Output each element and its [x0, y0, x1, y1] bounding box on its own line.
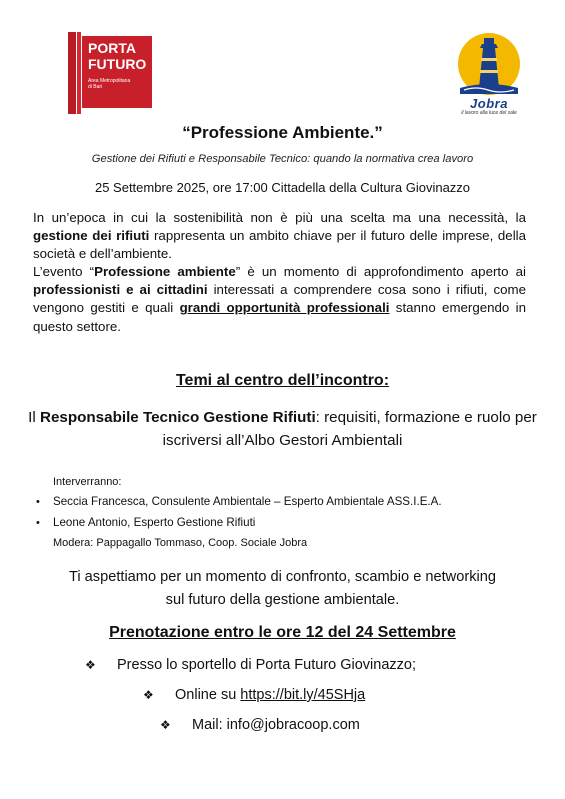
booking-office-text: Presso lo sportello di Porta Futuro Giovinazzo;	[117, 657, 416, 673]
speaker-item	[36, 495, 442, 508]
topic-description	[0, 406, 565, 452]
closing-text: Ti aspettiamo per un momento di confronto, scambio e networking sul futuro della gestione ambientale.	[69, 569, 496, 608]
intro-text	[33, 209, 526, 336]
porta-futuro-logo-line2: FUTURO	[88, 56, 147, 72]
intro-p2-c: ” è un momento di approfondimento aperto ai	[235, 264, 526, 280]
bullet-icon: •	[36, 496, 40, 508]
topic-rest: : requisiti, formazione e ruolo per iscriversi all’Albo Gestori Ambientali	[162, 409, 537, 449]
intro-p2-bold-opportunities: grandi opportunità professionali	[179, 300, 390, 316]
speaker-item	[36, 516, 255, 529]
moderator: Modera: Pappagallo Tommaso, Coop. Sociale Jobra	[53, 537, 308, 549]
booking-heading: Prenotazione entro le ore 12 del 24 Settembre	[109, 624, 456, 641]
intro-p2-a: L’evento “	[33, 264, 95, 280]
jobra-logo-name: Jobra	[470, 96, 508, 111]
intro-p2-bold-audience: professionisti e ai cittadini	[33, 282, 208, 298]
event-date-location: 25 Settembre 2025, ore 17:00 Cittadella della Cultura Giovinazzo	[94, 180, 471, 195]
event-title: “Professione Ambiente.”	[182, 123, 383, 142]
intro-p1-c: rappresenta un ambito chiave per il futuro delle imprese, della società e dell’ambiente.	[33, 228, 526, 262]
diamond-bullet-icon: ❖	[160, 718, 171, 732]
jobra-logo	[446, 30, 532, 116]
diamond-bullet-icon: ❖	[85, 658, 96, 672]
booking-item-online	[143, 687, 365, 703]
jobra-logo-tagline: il lavoro alla luce del sale	[461, 110, 517, 116]
speaker-name: Leone Antonio, Esperto Gestione Rifiuti	[53, 516, 256, 529]
booking-online-prefix: Online su	[175, 687, 241, 703]
intro-p2-e: interessati a comprendere cosa sono i rifiuti, come vengono gestiti e quali	[33, 282, 526, 316]
topic-bold: Responsabile Tecnico Gestione Rifiuti	[39, 409, 316, 426]
porta-futuro-logo-sub1: Area Metropolitana	[88, 78, 131, 84]
bullet-icon: •	[36, 517, 40, 529]
booking-mail-text[interactable]: Mail: info@jobracoop.com	[192, 717, 360, 733]
intro-p1-bold: gestione dei rifiuti	[33, 228, 150, 244]
booking-item-office	[85, 657, 416, 673]
porta-futuro-logo	[68, 32, 152, 114]
speakers-label: Interverranno:	[53, 476, 122, 488]
intro-paragraph-2	[33, 263, 526, 335]
event-subtitle: Gestione dei Rifiuti e Responsabile Tecnico: quando la normativa crea lavoro	[91, 153, 474, 165]
porta-futuro-logo-sub2: di Bari	[88, 84, 103, 90]
intro-paragraph-1	[33, 209, 526, 263]
booking-link[interactable]: https://bit.ly/45SHja	[240, 687, 366, 703]
porta-futuro-logo-line1: PORTA	[88, 40, 136, 56]
booking-item-mail	[160, 717, 360, 733]
topic-prefix: Il	[28, 409, 40, 426]
intro-p2-g: stanno emergendo in questo settore.	[33, 300, 526, 334]
speaker-name: Seccia Francesca, Consulente Ambientale – Esperto Ambientale ASS.I.E.A.	[53, 495, 442, 508]
topics-heading: Temi al centro dell’incontro:	[175, 372, 390, 389]
intro-p2-bold-event: Professione ambiente	[94, 264, 236, 280]
intro-p1-a: In un’epoca in cui la sostenibilità non è più una scelta ma una necessità, la	[33, 210, 526, 225]
lighthouse-icon	[446, 30, 532, 96]
diamond-bullet-icon: ❖	[143, 688, 154, 702]
